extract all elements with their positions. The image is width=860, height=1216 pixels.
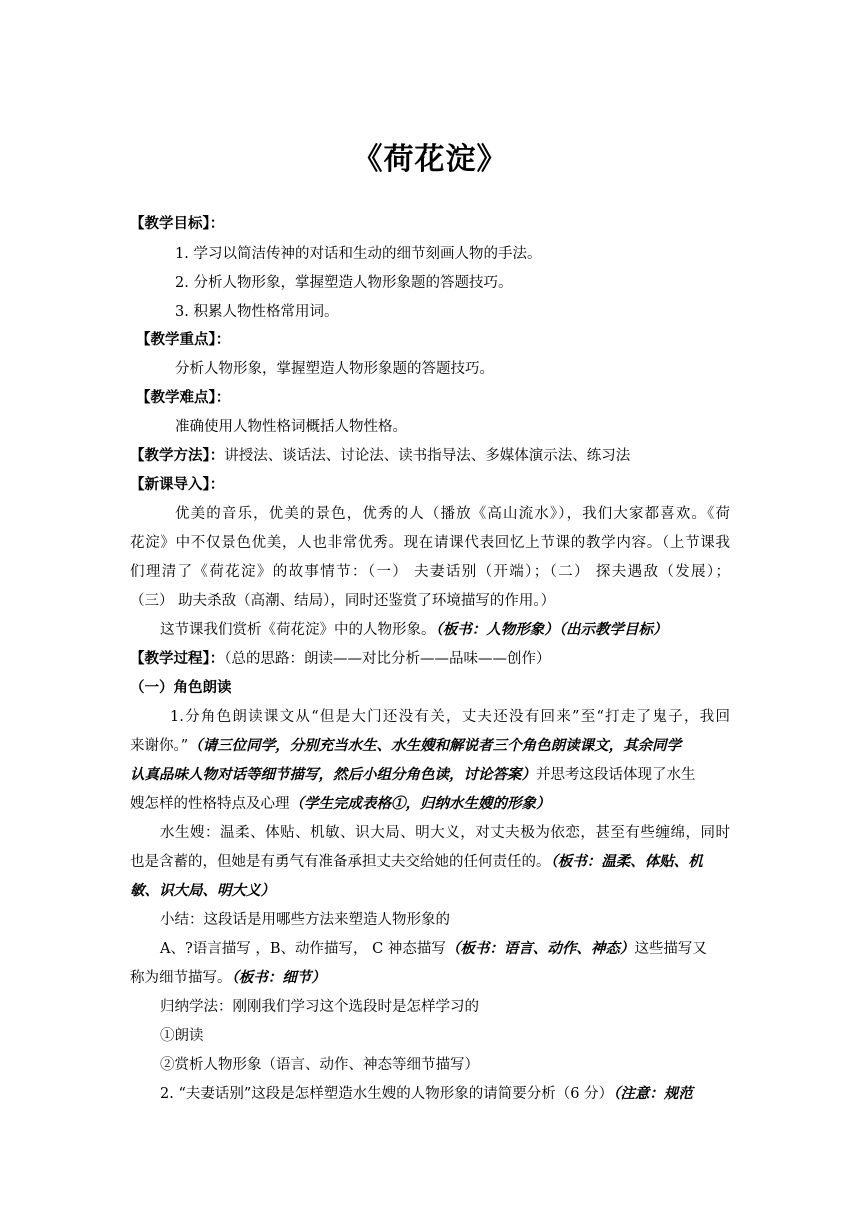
p1-line-1: 1.分角色朗读课文从“但是大门还没有关，丈夫还没有回来”至“打走了鬼子，我回 — [170, 709, 730, 725]
intro-line-5-text: 这节课我们赏析《荷花淀》中的人物形象。 — [160, 622, 436, 638]
process-text: （总的思路：朗读——对比分析——品味——创作） — [224, 651, 551, 667]
p2-line-2-text: 也是含蓄的，但她是有勇气有准备承担丈夫交给她的任何责任的。 — [130, 854, 551, 870]
objective-item-1: 1. 学习以简洁传神的对话和生动的细节刻画人物的手法。 — [175, 246, 542, 262]
p1-line-3-text: 并思考这段话体现了水生 — [536, 767, 696, 783]
process-heading: 【教学过程】： — [130, 650, 225, 667]
question-2-text: 2. “夫妻话别”这段是怎样塑造水生嫂的人物形象的请简要分析（6 分） — [160, 1086, 614, 1102]
p2-line-1: 水生嫂：温柔、体贴、机敏、识大局、明大义，对丈夫极为依恋，甚至有些缠绵，同时 — [160, 825, 730, 841]
objective-item-2: 2. 分析人物形象，掌握塑造人物形象题的答题技巧。 — [175, 275, 513, 291]
intro-line-5 — [160, 620, 760, 640]
intro-line-2: 花淀》中不仅景色优美，人也非常优秀。现在请课代表回忆上节课的教学内容。（上节课我 — [130, 535, 730, 551]
step-2: ②赏析人物形象（语言、动作、神态等细节描写） — [160, 1057, 479, 1073]
p2-line-3: 敏、识大局、明大义） — [130, 882, 275, 899]
page-title: 《荷花淀》 — [352, 142, 508, 177]
process-line — [130, 649, 730, 669]
p1-line-2-text: 来谢你。” — [130, 738, 189, 754]
p1-line-3-note: 认真品味人物对话等细节描写，然后小组分角色读，讨论答案） — [130, 766, 536, 783]
question-2-line — [160, 1084, 760, 1104]
intro-line-5-note: （板书：人物形象）（出示教学目标） — [435, 621, 668, 638]
p1-line-4 — [130, 794, 730, 814]
p3-line-2-note: （板书：细节） — [231, 969, 326, 986]
p3-line-1-note: （板书：语言、动作、神态） — [445, 940, 635, 957]
p3-line-2-text: 称为细节描写。 — [130, 970, 232, 986]
objectives-heading: 【教学目标】： — [130, 215, 225, 232]
p3-line-1-text: A、?语言描写 ，B、动作描写， C 神态描写 — [160, 941, 446, 957]
p1-line-2-note: （请三位同学，分别充当水生、水生嫂和解说者三个角色朗读课文，其余同学 — [188, 737, 682, 754]
intro-heading: 【新课导入】： — [130, 476, 225, 493]
intro-line-4: （三） 助夫杀敌（高潮、结局），同时还鉴赏了环境描写的作用。） — [130, 593, 556, 609]
p2-line-2 — [130, 852, 730, 872]
p3-line-1-tail: 这些描写又 — [634, 941, 707, 957]
objective-item-3: 3. 积累人物性格常用词。 — [175, 304, 339, 320]
methods-heading: 【教学方法】： — [130, 447, 225, 464]
methods-text: 讲授法、谈话法、讨论法、读书指导法、多媒体演示法、练习法 — [224, 448, 631, 464]
p1-line-4-text: 嫂怎样的性格特点及心理 — [130, 796, 290, 812]
p1-line-4-note: （学生完成表格①，归纳水生嫂的形象） — [289, 795, 551, 812]
intro-line-1: 优美的音乐，优美的景色，优秀的人（播放《高山流水》），我们大家都喜欢。《荷 — [175, 506, 730, 522]
step-1: ①朗读 — [160, 1028, 204, 1044]
method-summary-line: 归纳学法：刚刚我们学习这个选段时是怎样学习的 — [160, 999, 479, 1015]
difficulty-text: 准确使用人物性格词概括人物性格。 — [175, 419, 407, 435]
focus-text: 分析人物形象，掌握塑造人物形象题的答题技巧。 — [175, 361, 494, 377]
section-1-heading: （一）角色朗读 — [130, 679, 232, 696]
p3-line-1 — [160, 939, 760, 959]
p3-line-2 — [130, 968, 730, 988]
difficulty-heading: 【教学难点】： — [136, 389, 231, 406]
focus-heading: 【教学重点】： — [136, 331, 231, 348]
methods-line — [130, 446, 730, 466]
p1-line-2 — [130, 736, 730, 756]
p2-line-2-note: （板书：温柔、体贴、机 — [550, 853, 703, 870]
summary-line: 小结：这段话是用哪些方法来塑造人物形象的 — [160, 912, 450, 928]
intro-line-3: 们理清了《荷花淀》的故事情节：（一） 夫妻话别（开端）；（二） 探夫遇敌（发展）； — [130, 564, 730, 580]
question-2-note: （注意：规范 — [613, 1085, 693, 1102]
p1-line-3 — [130, 765, 730, 785]
